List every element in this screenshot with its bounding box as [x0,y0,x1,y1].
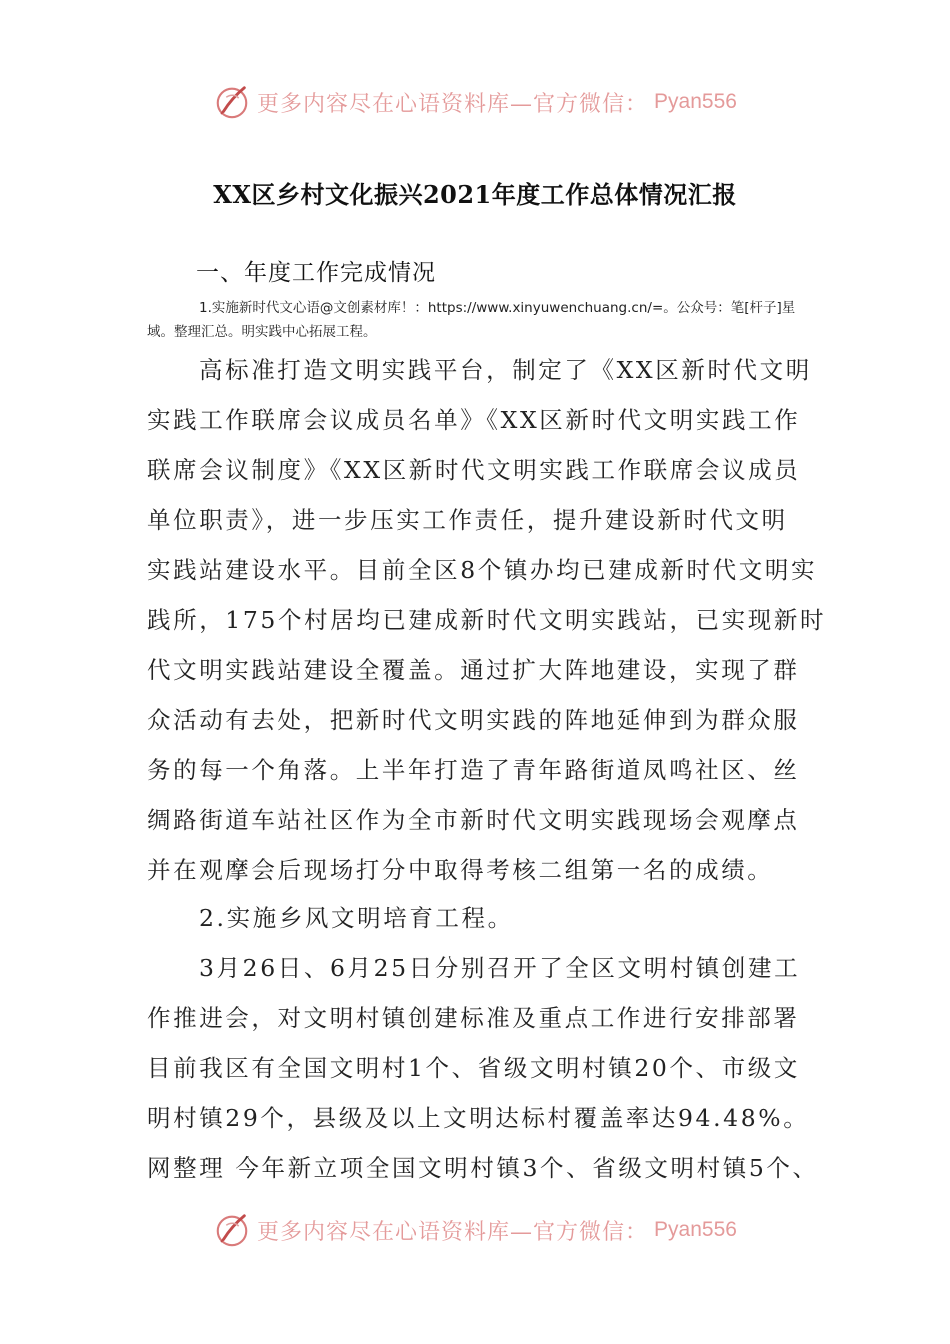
paragraph-line: 网整理 今年新立项全国文明村镇3个、省级文明村镇5个、 [147,1154,819,1182]
document-title: XX区乡村文化振兴2021年度工作总体情况汇报 [213,180,737,209]
header-banner [0,80,950,124]
paragraph-line: 目前我区有全国文明村1个、省级文明村镇20个、市级文 [147,1054,800,1082]
paragraph-line: 实践工作联席会议成员名单》《XX区新时代文明实践工作 [147,406,801,434]
paragraph-line: 实践站建设水平。目前全区8个镇办均已建成新时代文明实 [147,556,818,584]
banner-wechat-id: Pyan556 [654,1218,737,1241]
paragraph-3 [147,943,819,1193]
pen-logo-icon [213,1211,251,1249]
paragraph-line: 明村镇29个，县级及以上文明达标村覆盖率达94.48%。 [147,1104,810,1132]
banner-wechat-id: Pyan556 [654,90,737,113]
paragraph-line: 代文明实践站建设全覆盖。通过扩大阵地建设，实现了群 [147,656,800,684]
paragraph-line: 践所，175个村居均已建成新时代文明实践站，已实现新时 [147,606,827,634]
note-text: 1.实施新时代文心语@文创素材库！：https://www.xinyuwenchuang.cn/=。公众号：笔[杆子]星域。整理汇总。明实践中心拓展工程。 [147,300,796,340]
paragraph-line: 并在观摩会后现场打分中取得考核二组第一名的成绩。 [147,856,774,884]
paragraph-line: 绸路街道车站社区作为全市新时代文明实践现场会观摩点 [147,806,800,834]
paragraph-line: 单位职责》，进一步压实工作责任，提升建设新时代文明 [147,506,788,534]
paragraph-1 [147,345,827,895]
paragraph-2: 2.实施乡风文明培育工程。 [199,904,514,932]
paragraph-line: 3月26日、6月25日分别召开了全区文明村镇创建工 [199,954,801,982]
paragraph-line: 作推进会，对文明村镇创建标准及重点工作进行安排部署 [147,1004,800,1032]
section-heading: 一、年度工作完成情况 [196,260,436,286]
paragraph-line: 务的每一个角落。上半年打造了青年路街道凤鸣社区、丝 [147,756,800,784]
paragraph-line: 联席会议制度》《XX区新时代文明实践工作联席会议成员 [147,456,801,484]
banner-text: 更多内容尽在心语资料库—官方微信： [257,1219,649,1245]
pen-logo-icon [213,83,251,121]
paragraph-line: 众活动有去处，把新时代文明实践的阵地延伸到为群众服 [147,706,800,734]
paragraph-line: 高标准打造文明实践平台，制定了《XX区新时代文明 [199,356,812,384]
footer-banner [0,1208,950,1252]
banner-text: 更多内容尽在心语资料库—官方微信： [257,91,649,117]
